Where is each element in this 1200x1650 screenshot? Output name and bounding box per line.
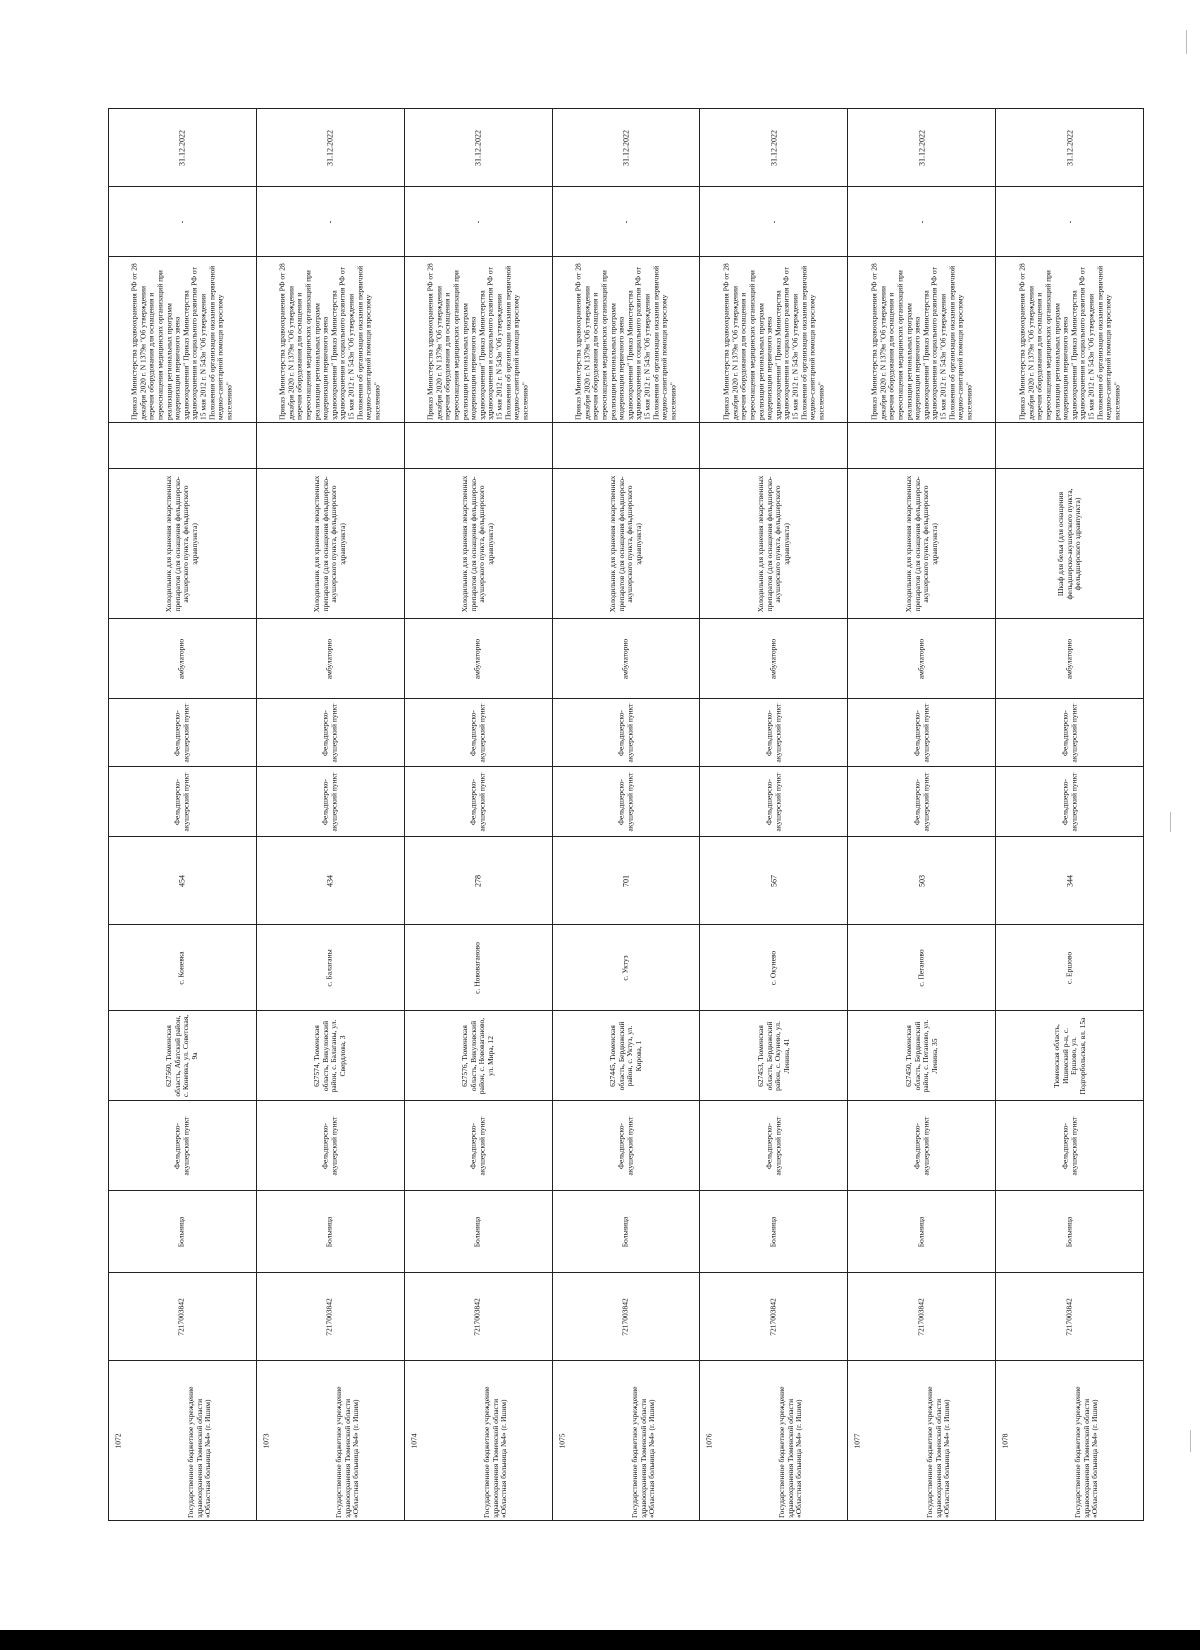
equipment-text: Холодильник для хранения лекарственных препаратов (для оснащения фельдшерско-акушерского пункта, фельдшерского здравпункта) — [312, 475, 347, 612]
cell-type — [552, 1191, 700, 1273]
cell-population — [404, 837, 552, 925]
settlement-text: с. Пеганово — [916, 948, 926, 987]
cell-care — [404, 619, 552, 699]
cell-unit — [552, 1101, 700, 1191]
equipment-text: Холодильник для хранения лекарственных препаратов (для оснащения фельдшерско-акушерского пункта, фельдшерского здравпункта) — [459, 475, 495, 612]
unit-text: Фельдшерско-акушерский пункт — [468, 1116, 487, 1175]
address-text: 627450, Тюменская область, Бердюжский район, с. Пеганово, ул. Ленина, 35 — [903, 1019, 939, 1092]
dash-text: - — [769, 220, 779, 223]
row-number: 1075 — [557, 1433, 567, 1448]
cell-date — [700, 109, 848, 187]
facility_type-text: Фельдшерско-акушерский пункт — [764, 772, 782, 831]
cell-address — [256, 1011, 404, 1101]
settlement-text: с. Уктуз — [620, 954, 630, 981]
date-text: 31.12.2022 — [769, 129, 779, 166]
address-text: 627576, Тюменская область, Викуловский район, с. Нововаганово, ул. Мира, 12 — [459, 1017, 495, 1094]
equipment-text: Холодильник для хранения лекарственных препаратов (для оснащения фельдшерско-акушерского пункта, фельдшерского здравпункта) — [755, 475, 791, 612]
equipment-text: Холодильник для хранения лекарственных препаратов (для оснащения фельдшерско-акушерского пункта, фельдшерского здравпункта) — [607, 475, 643, 612]
care-text: амбулаторно — [177, 638, 187, 679]
settlement-text: с. Нововаганово — [472, 941, 482, 994]
facility_kind-text: Фельдшерско-акушерский пункт — [912, 703, 930, 762]
cell-dash — [552, 187, 700, 257]
cell-date — [256, 109, 404, 187]
cell-address — [109, 1011, 257, 1101]
row-number: 1077 — [852, 1433, 862, 1448]
cell-population — [552, 837, 700, 925]
cell-blank — [996, 423, 1144, 469]
row-number: 1073 — [261, 1433, 271, 1448]
cell-care — [109, 619, 257, 699]
cell-facility_type — [109, 767, 257, 837]
cell-equipment — [256, 469, 404, 619]
cell-basis — [404, 257, 552, 423]
table-band-population — [109, 837, 1144, 925]
inn-text: 7217003842 — [620, 1297, 630, 1336]
cell-org — [848, 1361, 996, 1521]
org-text: Государственное бюджетное учреждение здравоохранения Тюменской области «Областная больница №4» (г. Ишим) — [925, 1386, 952, 1518]
cell-type — [848, 1191, 996, 1273]
cell-inn — [700, 1273, 848, 1361]
cell-population — [848, 837, 996, 925]
cell-equipment — [996, 469, 1144, 619]
org-text: Государственное бюджетное учреждение здравоохранения Тюменской области «Областная больница №4» (г. Ишим) — [481, 1386, 509, 1518]
basis-text: Приказ Министерства здравоохранения РФ от 28 декабря 2020 г. N 1379н "Об утверждении перечня оборудования для оснащения и переоснащения медицинских организаций при реализации региональных программ модернизации первичного звена здравоохранения" Приказ Министерства здравоохранения и социального развития РФ от 15 мая 2012 г. N 543н "Об утверждении Положения об организации оказания первичной медико-санитарной помощи взрослому населению" — [868, 262, 973, 420]
cell-facility_kind — [256, 699, 404, 767]
cell-org — [996, 1361, 1144, 1521]
equipment-text: Холодильник для хранения лекарственных препаратов (для оснащения фельдшерско-акушерского пункта, фельдшерского здравпункта) — [903, 475, 939, 612]
population-text: 503 — [917, 874, 927, 887]
cell-blank — [848, 423, 996, 469]
cell-inn — [848, 1273, 996, 1361]
cell-facility_kind — [848, 699, 996, 767]
cell-facility_kind — [109, 699, 257, 767]
population-text: 454 — [177, 874, 187, 887]
cell-settlement — [109, 925, 257, 1011]
cell-dash — [996, 187, 1144, 257]
table-band-org — [109, 1361, 1144, 1521]
cell-type — [256, 1191, 404, 1273]
type-text: Больница — [177, 1216, 187, 1247]
scan-artifact-top — [1186, 30, 1187, 54]
facility_type-text: Фельдшерско-акушерский пункт — [1059, 772, 1078, 831]
cell-basis — [700, 257, 848, 423]
care-text: амбулаторно — [324, 638, 334, 679]
cell-equipment — [552, 469, 700, 619]
org-text: Государственное бюджетное учреждение здравоохранения Тюменской области «Областная больница №4» (г. Ишим) — [333, 1386, 361, 1518]
cell-inn — [996, 1273, 1144, 1361]
cell-facility_kind — [404, 699, 552, 767]
unit-text: Фельдшерско-акушерский пункт — [912, 1116, 930, 1175]
population-text: 434 — [325, 874, 335, 887]
cell-settlement — [700, 925, 848, 1011]
cell-type — [700, 1191, 848, 1273]
cell-date — [848, 109, 996, 187]
cell-facility_kind — [552, 699, 700, 767]
basis-text: Приказ Министерства здравоохранения РФ от 28 декабря 2020 г. N 1379н "Об утверждении перечня оборудования для оснащения и переоснащения медицинских организаций при реализации региональных программ модернизации первичного звена здравоохранения" Приказ Министерства здравоохранения и социального развития РФ от 15 мая 2012 г. N 543н "Об утверждении Положения об организации оказания первичной медико-санитарной помощи взрослому населению" — [129, 262, 234, 420]
cell-unit — [848, 1101, 996, 1191]
cell-inn — [404, 1273, 552, 1361]
address-text: Тюменская область, Ишимский р-н, с. Ершово, ул. Подгорбольская, вл. 15а — [1051, 1017, 1087, 1094]
cell-facility_type — [404, 767, 552, 837]
basis-text: Приказ Министерства здравоохранения РФ от 28 декабря 2020 г. N 1379н "Об утверждении перечня оборудования для оснащения и переоснащения медицинских организаций при реализации региональных программ модернизации первичного звена здравоохранения" Приказ Министерства здравоохранения и социального развития РФ от 15 мая 2012 г. N 543н "Об утверждении Положения об организации оказания первичной медико-санитарной помощи взрослому населению" — [277, 262, 382, 420]
cell-equipment — [109, 469, 257, 619]
equipment-text: Шкаф для белья (для оснащения фельдшерско-акушерского пункта, фельдшерского здравпункта) — [1055, 487, 1082, 600]
care-text: амбулаторно — [768, 638, 778, 679]
cell-unit — [996, 1101, 1144, 1191]
inn-text: 7217003842 — [472, 1297, 482, 1336]
scan-artifact-bottom — [1190, 1430, 1191, 1452]
table-band-equipment — [109, 469, 1144, 619]
row-number: 1076 — [705, 1433, 715, 1448]
facility_type-text: Фельдшерско-акушерский пункт — [468, 772, 487, 831]
cell-equipment — [848, 469, 996, 619]
cell-dash — [404, 187, 552, 257]
facility_kind-text: Фельдшерско-акушерский пункт — [320, 703, 339, 762]
cell-care — [256, 619, 404, 699]
cell-basis — [552, 257, 700, 423]
date-text: 31.12.2022 — [473, 129, 483, 166]
cell-population — [109, 837, 257, 925]
table-band-unit — [109, 1101, 1144, 1191]
population-text: 701 — [621, 874, 631, 887]
cell-care — [700, 619, 848, 699]
dash-text: - — [325, 220, 335, 223]
facility_kind-text: Фельдшерско-акушерский пункт — [172, 703, 191, 762]
cell-facility_type — [256, 767, 404, 837]
unit-text: Фельдшерско-акушерский пункт — [320, 1116, 339, 1175]
cell-blank — [552, 423, 700, 469]
cell-blank — [256, 423, 404, 469]
type-text: Больница — [1064, 1216, 1074, 1247]
table-band-care — [109, 619, 1144, 699]
unit-text: Фельдшерско-акушерский пункт — [764, 1116, 782, 1175]
cell-equipment — [700, 469, 848, 619]
cell-unit — [109, 1101, 257, 1191]
cell-inn — [109, 1273, 257, 1361]
inn-text: 7217003842 — [916, 1297, 926, 1336]
org-text: Государственное бюджетное учреждение здравоохранения Тюменской области «Областная больница №4» (г. Ишим) — [186, 1386, 213, 1518]
basis-text: Приказ Министерства здравоохранения РФ от 28 декабря 2020 г. N 1379н "Об утверждении перечня оборудования для оснащения и переоснащения медицинских организаций при реализации региональных программ модернизации первичного звена здравоохранения" Приказ Министерства здравоохранения и социального развития РФ от 15 мая 2012 г. N 543н "Об утверждении Положения об организации оказания первичной медико-санитарной помощи взрослому населению" — [573, 262, 678, 420]
cell-settlement — [256, 925, 404, 1011]
cell-date — [404, 109, 552, 187]
date-text: 31.12.2022 — [917, 129, 927, 166]
cell-care — [848, 619, 996, 699]
facility_type-text: Фельдшерско-акушерский пункт — [616, 772, 634, 831]
unit-text: Фельдшерско-акушерский пункт — [616, 1116, 634, 1175]
table-band-date — [109, 109, 1144, 187]
cell-type — [109, 1191, 257, 1273]
care-text: амбулаторно — [1064, 638, 1074, 679]
facility_kind-text: Фельдшерско-акушерский пункт — [1059, 703, 1078, 762]
cell-basis — [256, 257, 404, 423]
cell-facility_type — [700, 767, 848, 837]
cell-unit — [256, 1101, 404, 1191]
cell-basis — [109, 257, 257, 423]
cell-type — [404, 1191, 552, 1273]
org-text: Государственное бюджетное учреждение здравоохранения Тюменской области «Областная больница №4» (г. Ишим) — [777, 1386, 804, 1518]
unit-text: Фельдшерско-акушерский пункт — [172, 1116, 191, 1175]
table-band-dash — [109, 187, 1144, 257]
facility_type-text: Фельдшерско-акушерский пункт — [172, 772, 191, 831]
cell-blank — [109, 423, 257, 469]
dash-text: - — [917, 220, 927, 223]
date-text: 31.12.2022 — [621, 129, 631, 166]
cell-address — [404, 1011, 552, 1101]
cell-facility_type — [552, 767, 700, 837]
cell-care — [996, 619, 1144, 699]
cell-org — [700, 1361, 848, 1521]
basis-text: Приказ Министерства здравоохранения РФ от 28 декабря 2020 г. N 1379н "Об утверждении перечня оборудования для оснащения и переоснащения медицинских организаций при реализации региональных программ модернизации первичного звена здравоохранения" Приказ Министерства здравоохранения и социального развития РФ от 15 мая 2012 г. N 543н "Об утверждении Положения об организации оказания первичной медико-санитарной помощи взрослому населению" — [1016, 262, 1121, 420]
address-text: 627453, Тюменская область, Бердюжский район, с. Окунево, ул. Ленина, 41 — [755, 1020, 791, 1091]
cell-basis — [996, 257, 1144, 423]
dash-text: - — [621, 220, 631, 223]
inn-text: 7217003842 — [177, 1297, 187, 1336]
dash-text: - — [1064, 220, 1074, 223]
facility_kind-text: Фельдшерско-акушерский пункт — [616, 703, 634, 762]
row-number: 1078 — [1000, 1433, 1010, 1448]
cell-address — [996, 1011, 1144, 1101]
cell-address — [552, 1011, 700, 1101]
care-text: амбулаторно — [472, 638, 482, 679]
cell-dash — [700, 187, 848, 257]
cell-blank — [700, 423, 848, 469]
care-text: амбулаторно — [620, 638, 630, 679]
type-text: Больница — [472, 1216, 482, 1247]
cell-equipment — [404, 469, 552, 619]
cell-org — [256, 1361, 404, 1521]
type-text: Больница — [324, 1216, 334, 1247]
basis-text: Приказ Министерства здравоохранения РФ от 28 декабря 2020 г. N 1379н "Об утверждении перечня оборудования для оснащения и переоснащения медицинских организаций при реализации региональных программ модернизации первичного звена здравоохранения" Приказ Министерства здравоохранения и социального развития РФ от 15 мая 2012 г. N 543н "Об утверждении Положения об организации оказания первичной медико-санитарной помощи взрослому населению" — [721, 262, 825, 420]
cell-settlement — [552, 925, 700, 1011]
cell-date — [996, 109, 1144, 187]
cell-facility_kind — [996, 699, 1144, 767]
settlement-text: с. Ершово — [1064, 951, 1074, 984]
unit-text: Фельдшерско-акушерский пункт — [1059, 1116, 1078, 1175]
cell-inn — [552, 1273, 700, 1361]
cell-org — [552, 1361, 700, 1521]
date-text: 31.12.2022 — [325, 129, 335, 166]
cell-facility_kind — [700, 699, 848, 767]
equipment-register-table — [108, 108, 1144, 1521]
address-text: 627560, Тюменская область, Абатский район, с. Коневка, ул. Советская, 9а — [164, 1014, 200, 1097]
inn-text: 7217003842 — [324, 1297, 334, 1336]
type-text: Больница — [620, 1216, 630, 1247]
type-text: Больница — [768, 1216, 778, 1247]
table-band-basis — [109, 257, 1144, 423]
inn-text: 7217003842 — [1064, 1297, 1074, 1336]
scan-bottom-band — [0, 1630, 1200, 1650]
date-text: 31.12.2022 — [1064, 129, 1074, 166]
cell-date — [109, 109, 257, 187]
facility_kind-text: Фельдшерско-акушерский пункт — [764, 703, 782, 762]
table-band-blank — [109, 423, 1144, 469]
cell-care — [552, 619, 700, 699]
row-number: 1074 — [409, 1433, 419, 1448]
cell-dash — [848, 187, 996, 257]
table-band-facility_kind — [109, 699, 1144, 767]
care-text: амбулаторно — [916, 638, 926, 679]
cell-facility_type — [996, 767, 1144, 837]
address-text: 627574, Тюменская область, Викуловский район, с. Балаганы, ул. Свердлова, 3 — [312, 1019, 347, 1092]
table-band-address — [109, 1011, 1144, 1101]
table-band-settlement — [109, 925, 1144, 1011]
cell-unit — [404, 1101, 552, 1191]
cell-unit — [700, 1101, 848, 1191]
settlement-text: с. Окунево — [768, 950, 778, 985]
facility_type-text: Фельдшерско-акушерский пункт — [912, 772, 930, 831]
org-text: Государственное бюджетное учреждение здравоохранения Тюменской области «Областная больница №4» (г. Ишим) — [629, 1386, 656, 1518]
table-band-type — [109, 1191, 1144, 1273]
cell-blank — [404, 423, 552, 469]
basis-text: Приказ Министерства здравоохранения РФ от 28 декабря 2020 г. N 1379н "Об утверждении перечня оборудования для оснащения и переоснащения медицинских организаций при реализации региональных программ модернизации первичного звена здравоохранения" Приказ Министерства здравоохранения и социального развития РФ от 15 мая 2012 г. N 543н "Об утверждении Положения об организации оказания первичной медико-санитарной помощи взрослому населению" — [425, 262, 530, 420]
cell-type — [996, 1191, 1144, 1273]
population-text: 278 — [473, 874, 483, 887]
facility_kind-text: Фельдшерско-акушерский пункт — [468, 703, 487, 762]
scan-artifact-mid — [1170, 812, 1171, 832]
cell-settlement — [404, 925, 552, 1011]
cell-org — [404, 1361, 552, 1521]
cell-address — [848, 1011, 996, 1101]
cell-org — [109, 1361, 257, 1521]
population-text: 567 — [769, 874, 779, 887]
address-text: 627445, Тюменская область, Бердюжский район, с. Уктуз, ул. Кирова, 1 — [607, 1021, 643, 1090]
population-text: 344 — [1064, 874, 1074, 887]
settlement-text: с. Коневка — [177, 950, 187, 985]
row-number: 1072 — [113, 1433, 123, 1448]
type-text: Больница — [916, 1216, 926, 1247]
settlement-text: с. Балаганы — [324, 948, 334, 987]
cell-inn — [256, 1273, 404, 1361]
equipment-text: Холодильник для хранения лекарственных препаратов (для оснащения фельдшерско-акушерского пункта, фельдшерского здравпункта) — [164, 475, 200, 612]
date-text: 31.12.2022 — [177, 129, 187, 166]
cell-settlement — [848, 925, 996, 1011]
table-band-inn — [109, 1273, 1144, 1361]
dash-text: - — [177, 220, 187, 223]
facility_type-text: Фельдшерско-акушерский пункт — [320, 772, 339, 831]
dash-text: - — [473, 220, 483, 223]
cell-facility_type — [848, 767, 996, 837]
cell-population — [700, 837, 848, 925]
cell-dash — [256, 187, 404, 257]
cell-population — [256, 837, 404, 925]
org-text: Государственное бюджетное учреждение здравоохранения Тюменской области «Областная больница №4» (г. Ишим) — [1073, 1386, 1100, 1518]
cell-settlement — [996, 925, 1144, 1011]
table-band-facility_type — [109, 767, 1144, 837]
inn-text: 7217003842 — [768, 1297, 778, 1336]
cell-address — [700, 1011, 848, 1101]
cell-dash — [109, 187, 257, 257]
cell-basis — [848, 257, 996, 423]
cell-date — [552, 109, 700, 187]
cell-population — [996, 837, 1144, 925]
